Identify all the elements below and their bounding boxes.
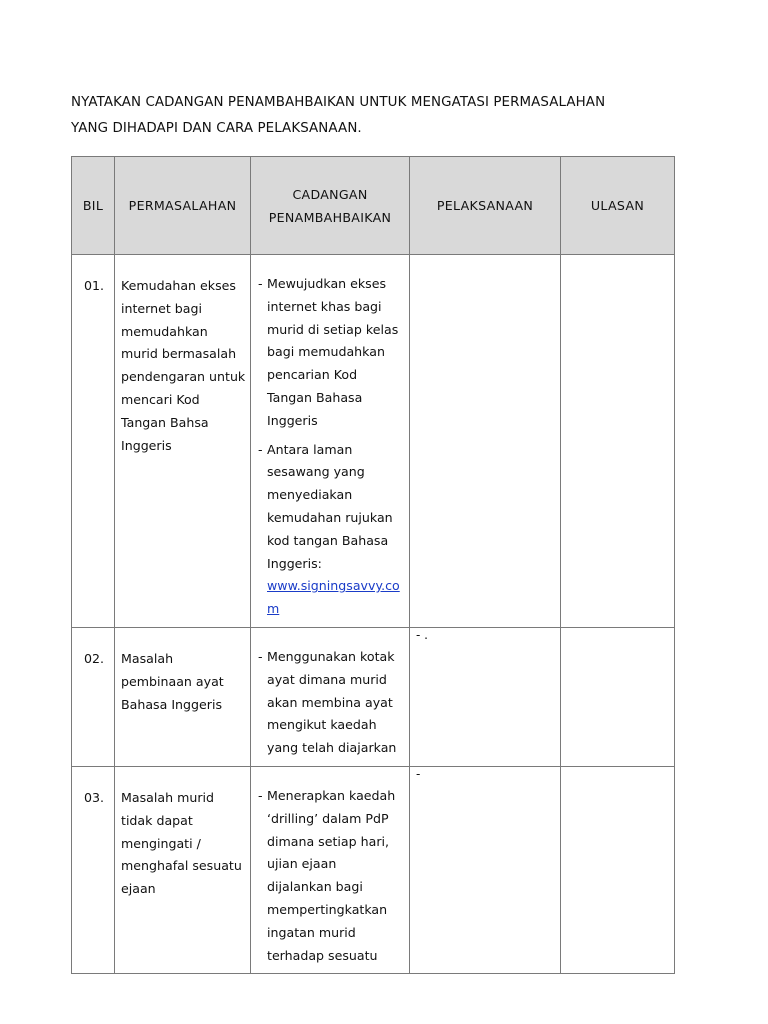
cell-cadangan — [251, 255, 410, 628]
heading-line-1: NYATAKAN CADANGAN PENAMBAHBAIKAN UNTUK MENGATASI PERMASALAHAN — [71, 95, 606, 110]
header-ulasan: ULASAN — [561, 157, 675, 255]
suggestion-list — [251, 628, 409, 760]
suggestion-item: - Menerapkan kaedah ‘drilling’ dalam PdP dimana setiap hari, ujian ejaan dijalankan bagi mempertingkatkan ingatan murid terhadap sesuatu — [251, 785, 403, 967]
row-number: 01. — [84, 278, 105, 293]
cell-permasalahan — [115, 255, 251, 628]
header-permasalahan: PERMASALAHAN — [115, 157, 251, 255]
table-row — [72, 766, 675, 973]
suggestion-item — [251, 439, 403, 621]
cell-cadangan — [251, 766, 410, 973]
suggestion-item-text: Antara laman sesawang yang menyediakan kemudahan rujukan kod tangan Bahasa Inggeris: — [267, 441, 393, 571]
signingsavvy-link[interactable]: www.signingsavvy.com — [267, 578, 400, 617]
cell-pelaksanaan — [410, 766, 561, 973]
suggestion-item: - Menggunakan kotak ayat dimana murid akan membina ayat mengikut kaedah yang telah diajarkan — [251, 646, 403, 760]
header-cadangan-line-1: CADANGAN — [292, 186, 368, 202]
implementation-text: - — [416, 766, 421, 781]
problem-text: Kemudahan ekses internet bagi memudahkan murid bermasalah pendengaran untuk mencari Kod Tangan Bahsa Inggeris — [121, 278, 246, 453]
heading-line-2: YANG DIHADAPI DAN CARA PELAKSANAAN. — [71, 121, 362, 136]
suggestion-list — [251, 767, 409, 967]
row-number: 03. — [84, 789, 105, 805]
row-number: 02. — [84, 650, 105, 666]
cell-bil — [72, 766, 115, 973]
problem-text: Masalah pembinaan ayat Bahasa Inggeris — [121, 650, 224, 712]
cell-permasalahan — [115, 627, 251, 766]
cell-ulasan — [561, 766, 675, 973]
cell-bil — [72, 627, 115, 766]
cell-cadangan — [251, 627, 410, 766]
suggestion-item: - Mewujudkan ekses internet khas bagi murid di setiap kelas bagi memudahkan pencarian Kod Tangan Bahasa Inggeris — [251, 273, 403, 433]
cell-pelaksanaan — [410, 255, 561, 628]
table-row — [72, 255, 675, 628]
page-heading — [71, 90, 711, 142]
header-pelaksanaan: PELAKSANAAN — [410, 157, 561, 255]
header-cadangan-line-2: PENAMBAHBAIKAN — [268, 209, 392, 225]
implementation-text: - . — [416, 627, 428, 642]
cell-bil — [72, 255, 115, 628]
header-cadangan — [251, 157, 410, 255]
cell-permasalahan — [115, 766, 251, 973]
cell-ulasan — [561, 255, 675, 628]
cell-pelaksanaan — [410, 627, 561, 766]
table-header-row — [72, 157, 675, 255]
cell-ulasan — [561, 627, 675, 766]
improvement-table — [71, 156, 675, 974]
suggestion-list — [251, 255, 409, 621]
table-row — [72, 627, 675, 766]
header-bil: BIL — [72, 157, 115, 255]
problem-text: Masalah murid tidak dapat mengingati / menghafal sesuatu ejaan — [121, 789, 242, 897]
